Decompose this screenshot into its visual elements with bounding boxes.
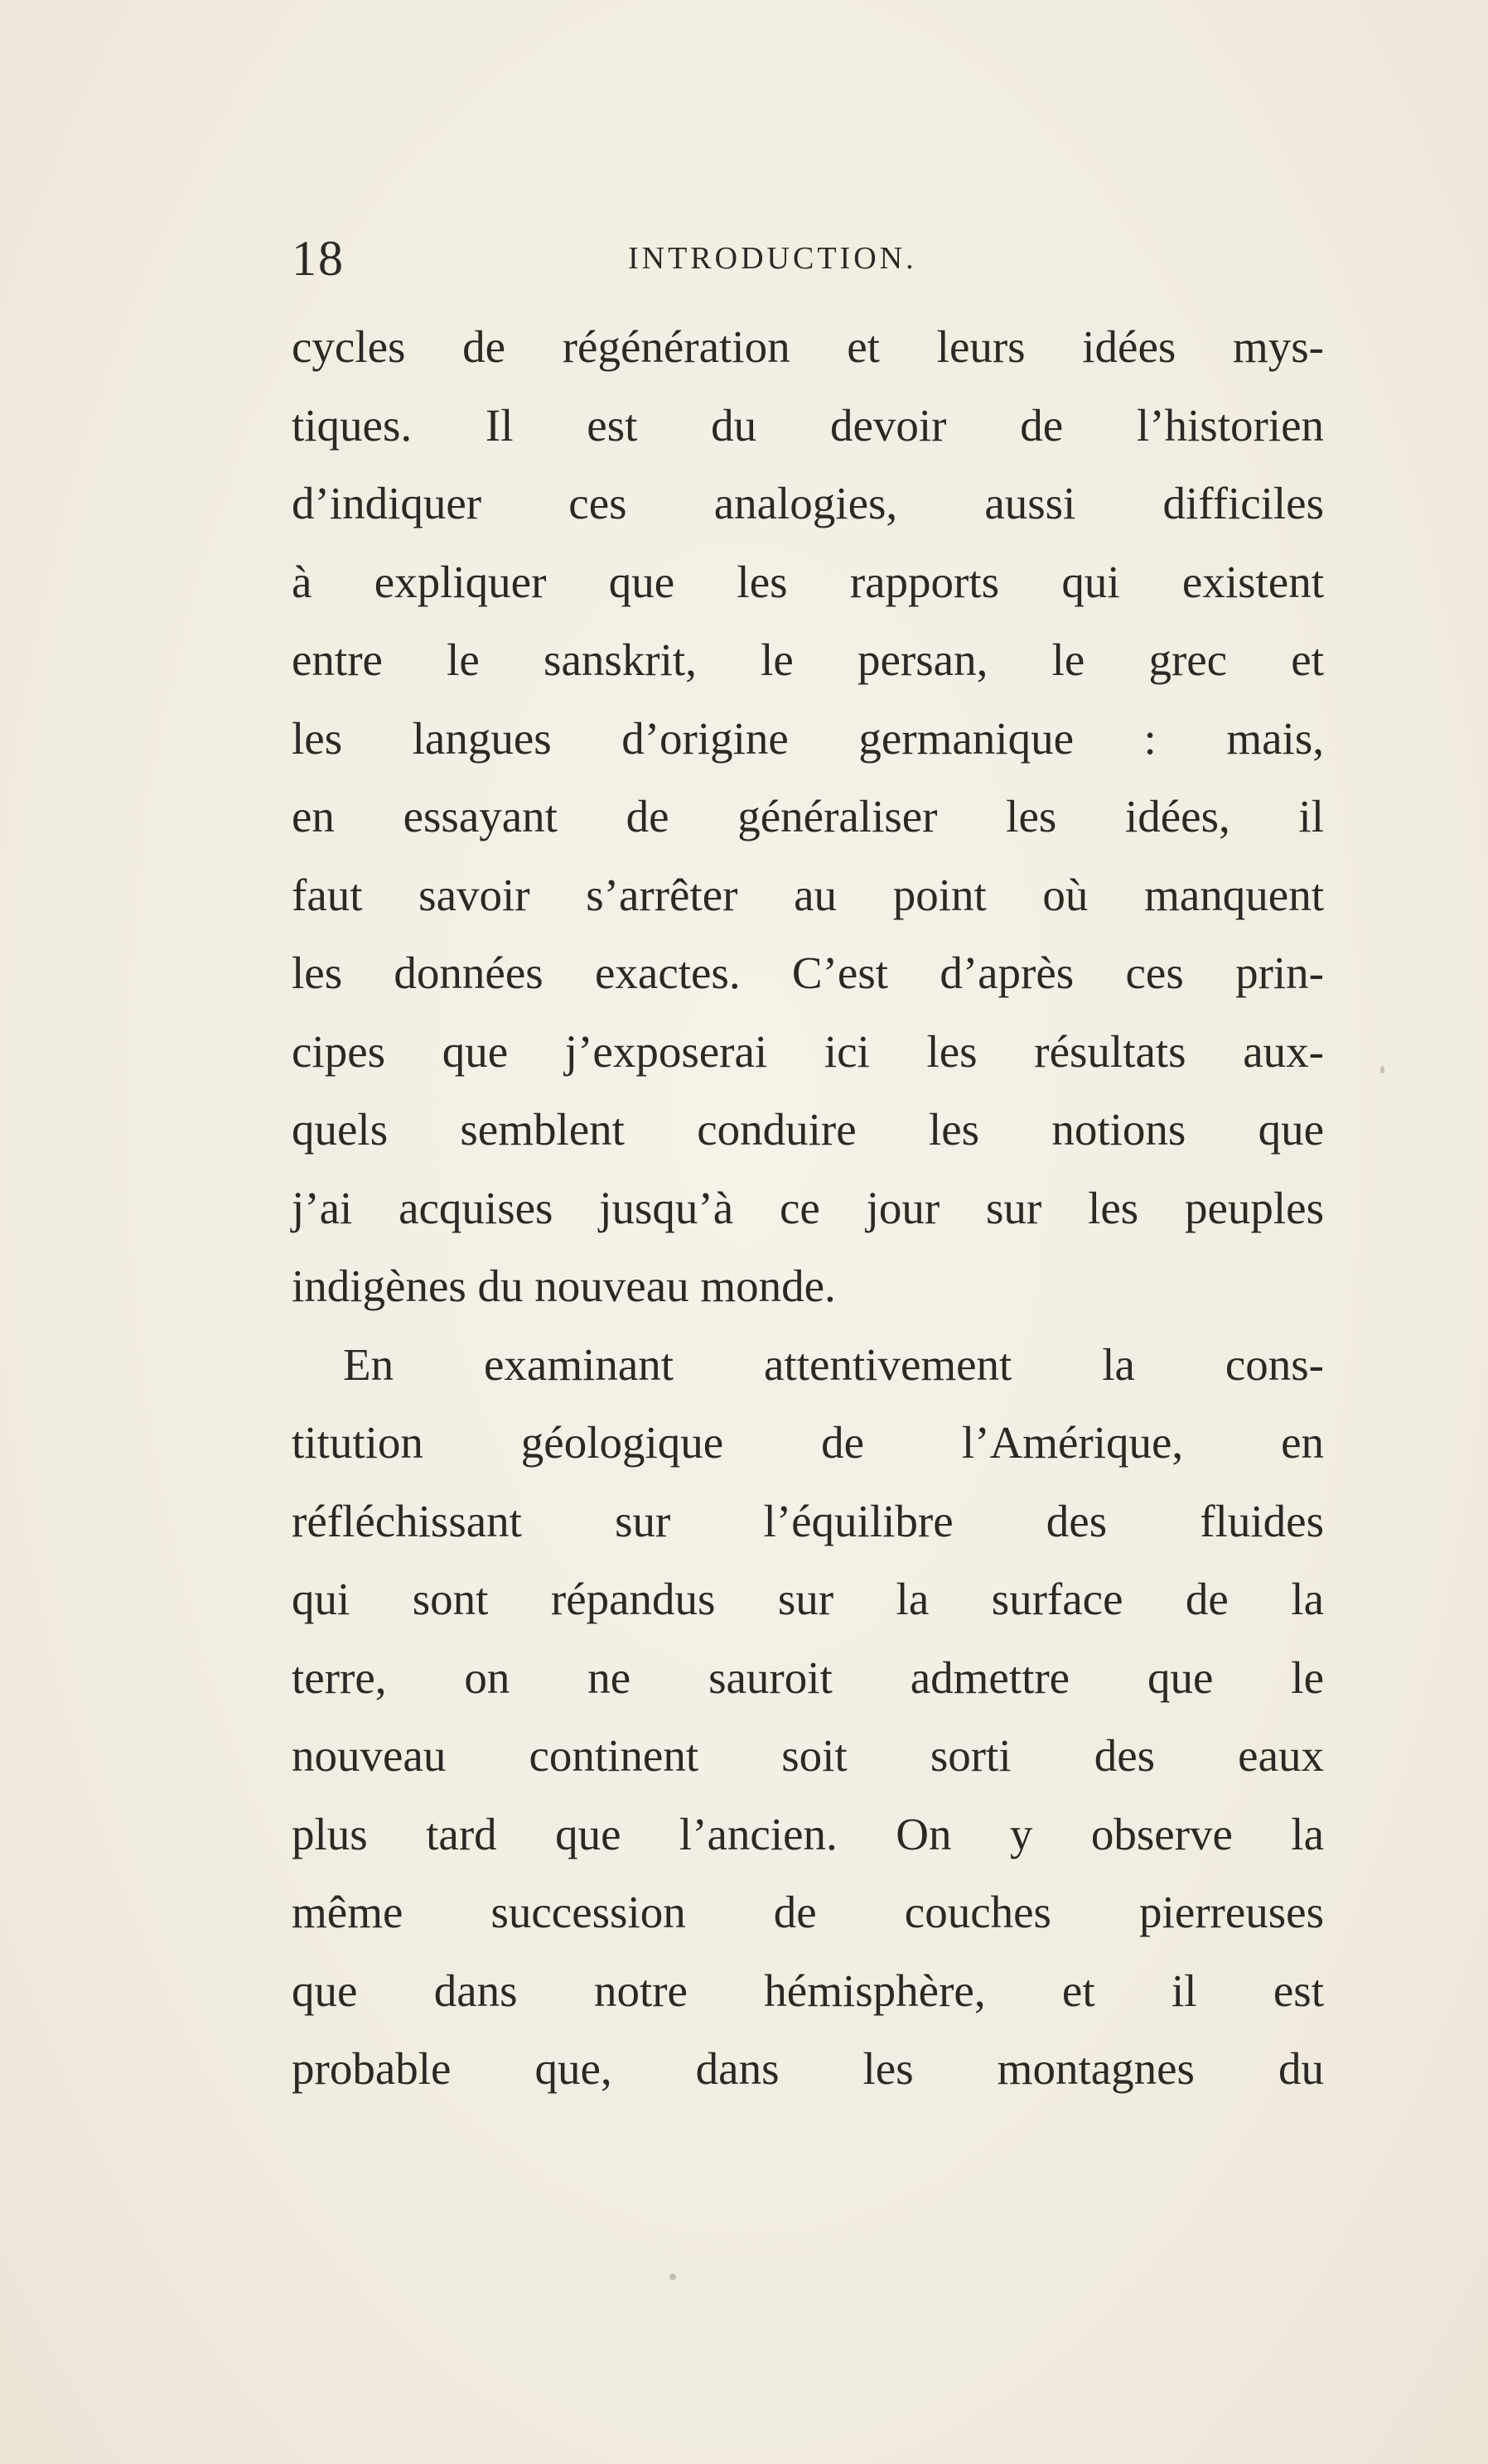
- text-line: en essayant de généraliser les idées, il: [292, 791, 1324, 841]
- text-line: à expliquer que les rapports qui existent: [292, 556, 1324, 607]
- text-line: indigènes du nouveau monde.: [292, 1261, 836, 1311]
- text-line: titution géologique de l’Amérique, en: [292, 1417, 1324, 1468]
- text-line: les langues d’origine germanique : mais,: [292, 712, 1324, 764]
- paper-speck: [669, 2274, 676, 2280]
- paper-speck: [1380, 1066, 1384, 1073]
- text-line: plus tard que l’ancien. On y observe la: [292, 1808, 1324, 1859]
- text-line: cycles de régénération et leurs idées mys-: [292, 321, 1324, 372]
- text-line: que dans notre hémisphère, et il est: [292, 1965, 1324, 2016]
- text-line: les données exactes. C’est d’après ces prin-: [292, 948, 1324, 998]
- text-line: même succession de couches pierreuses: [292, 1887, 1324, 1937]
- text-line: qui sont répandus sur la surface de la: [292, 1574, 1324, 1624]
- text-line: nouveau continent soit sorti des eaux: [292, 1730, 1324, 1781]
- text-line: probable que, dans les montagnes du: [292, 2043, 1324, 2094]
- text-line: j’ai acquises jusqu’à ce jour sur les peuples: [292, 1182, 1324, 1233]
- text-line: faut savoir s’arrêter au point où manquent: [292, 869, 1324, 920]
- text-line: cipes que j’exposerai ici les résultats aux-: [292, 1025, 1324, 1077]
- text-line: quels semblent conduire les notions que: [292, 1104, 1324, 1155]
- page-number: 18: [292, 231, 345, 286]
- body-text: [292, 308, 1324, 2109]
- text-line: d’indiquer ces analogies, aussi difficiles: [292, 478, 1324, 528]
- text-line: terre, on ne sauroit admettre que le: [292, 1652, 1324, 1703]
- text-line: réfléchissant sur l’équilibre des fluides: [292, 1495, 1324, 1546]
- running-head: INTRODUCTION.: [628, 241, 917, 276]
- text-line: entre le sanskrit, le persan, le grec et: [292, 634, 1324, 685]
- text-line: tiques. Il est du devoir de l’historien: [292, 399, 1324, 451]
- page-header: [292, 225, 1324, 292]
- text-line: En examinant attentivement la cons-: [343, 1338, 1324, 1390]
